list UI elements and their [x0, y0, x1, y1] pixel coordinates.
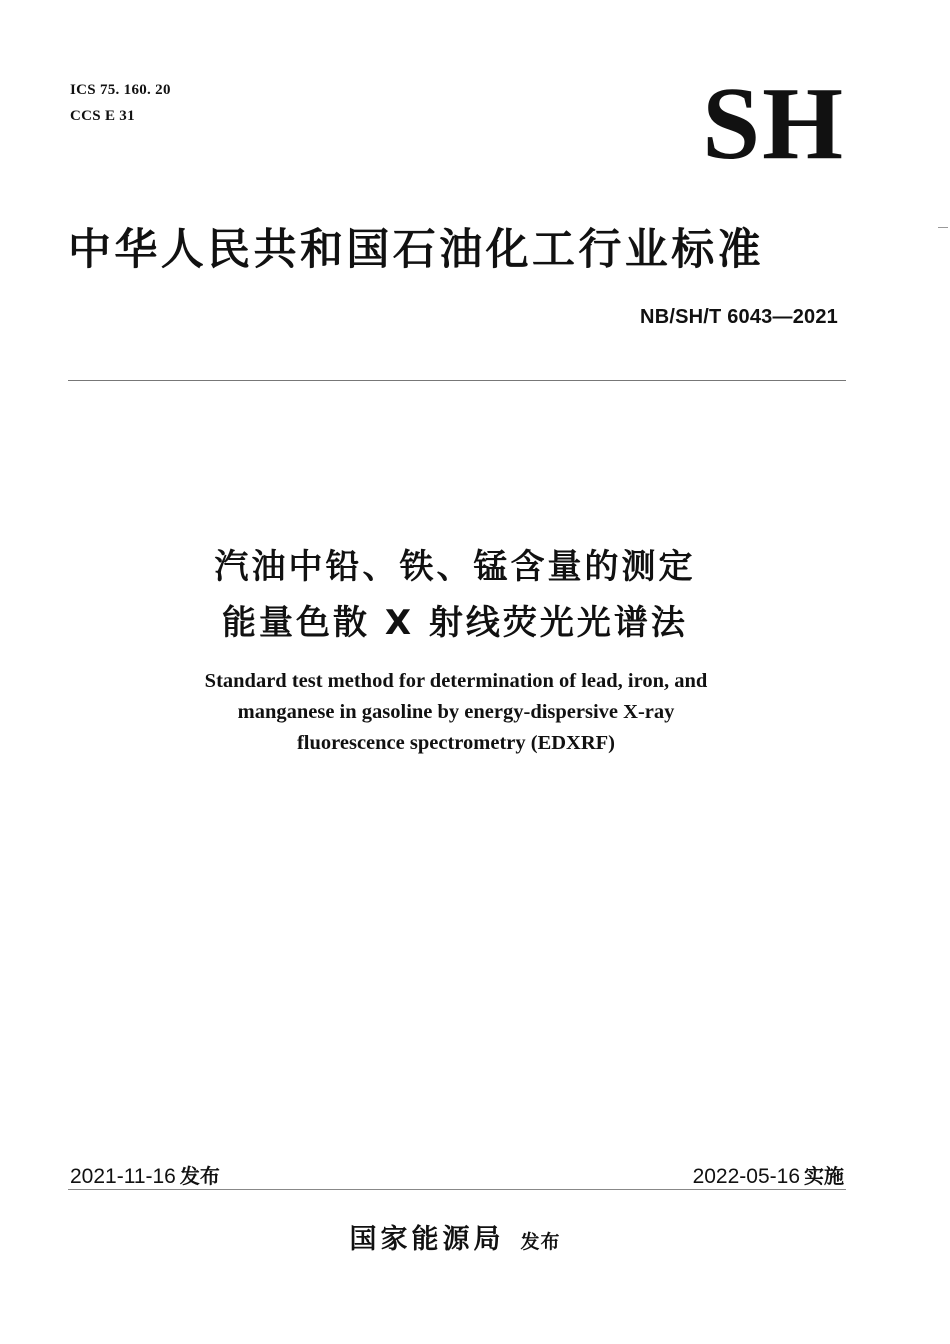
standard-title: 中华人民共和国石油化工行业标准: [68, 225, 764, 275]
issuer-label: 发布: [520, 1231, 561, 1253]
document-title-en-line-3: fluorescence spectrometry (EDXRF): [296, 732, 616, 754]
document-title-en-line-1: Standard test method for determination of lead, iron, and: [204, 670, 708, 692]
effective-date-value: 2022-05-16: [692, 1165, 800, 1188]
document-title-cn-line-2: 能量色散 X 射线荧光光谱法: [222, 603, 688, 643]
issuer-name: 国家能源局: [349, 1224, 505, 1255]
effective-date-label: 实施: [804, 1164, 844, 1188]
document-title-cn-line-1: 汽油中铅、铁、锰含量的测定: [214, 547, 696, 587]
issuer: [0, 1217, 910, 1256]
issue-date-value: 2021-11-16: [70, 1165, 176, 1188]
standard-number: NB/SH/T 6043—2021: [640, 306, 838, 328]
document-title-en-line-2: manganese in gasoline by energy-dispersive X-ray: [237, 701, 675, 723]
scan-edge-mark: [938, 227, 948, 228]
bottom-divider: [68, 1189, 846, 1190]
ccs-code: CCS E 31: [70, 108, 135, 124]
issue-date-label: 发布: [179, 1164, 220, 1188]
top-divider: [68, 380, 846, 381]
sh-logo: SH: [702, 66, 845, 181]
effective-date: [693, 1160, 844, 1189]
issue-date: [70, 1160, 220, 1189]
ics-code: ICS 75. 160. 20: [70, 82, 171, 98]
